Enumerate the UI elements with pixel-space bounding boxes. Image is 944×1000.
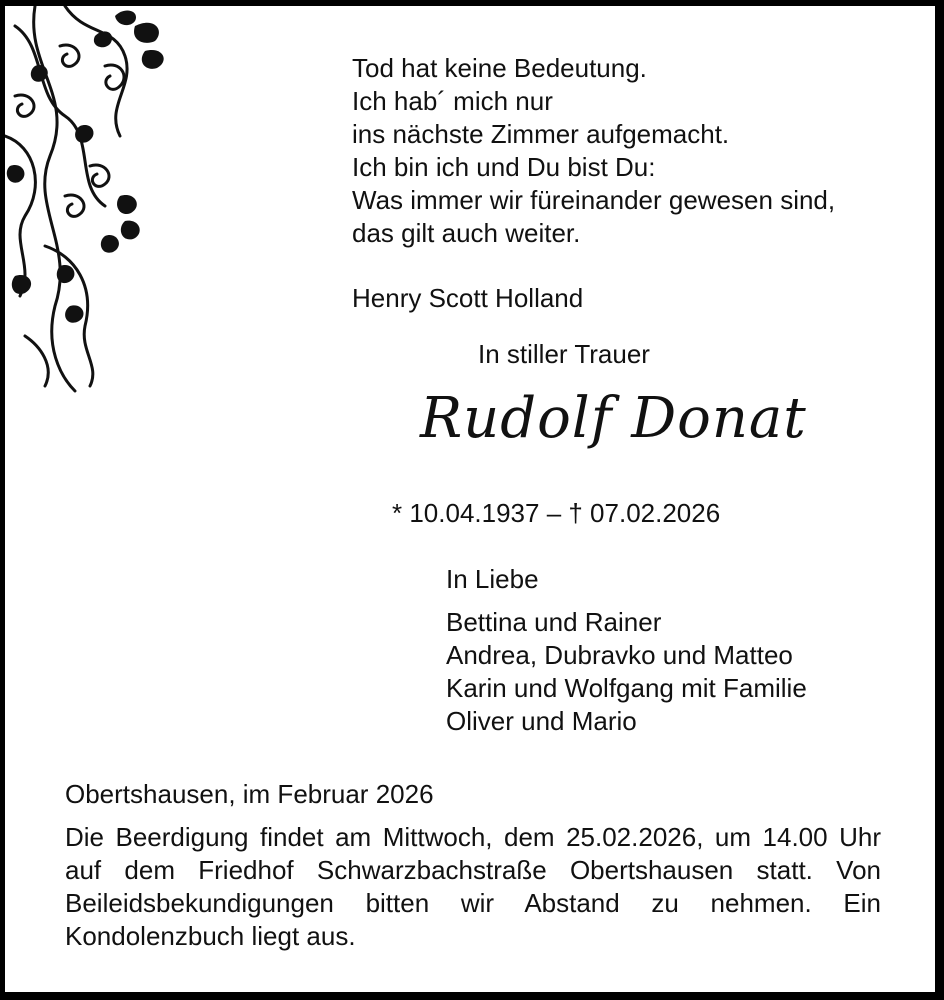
mourner-entry: Bettina und Rainer: [446, 607, 662, 637]
place-date: Obertshausen, im Februar 2026: [65, 779, 434, 809]
mourning-heading: In stiller Trauer: [478, 339, 650, 369]
obituary-notice: [5, 6, 935, 992]
life-dates: * 10.04.1937 – † 07.02.2026: [392, 498, 721, 528]
mourners-list: [446, 606, 807, 738]
funeral-notice: Die Beerdigung findet am Mittwoch, dem 25.02.2026, um 14.00 Uhr auf dem Friedhof Schwarzbachstraße Obertshausen statt. Von Beileidsbekundigungen bitten wir Abstand zu nehmen. Ein Kondolenzbuch liegt aus.: [65, 822, 881, 951]
poem-line: Ich bin ich und Du bist Du:: [352, 152, 656, 182]
poem-author: Henry Scott Holland: [352, 283, 584, 313]
poem-line: Tod hat keine Bedeutung.: [352, 53, 647, 83]
poem: [352, 52, 835, 250]
mourner-entry: Oliver und Mario: [446, 706, 637, 736]
floral-ornament-icon: [5, 6, 175, 396]
love-line: In Liebe: [446, 564, 539, 594]
poem-line: das gilt auch weiter.: [352, 218, 581, 248]
poem-line: Ich hab´ mich nur: [352, 86, 553, 116]
poem-line: Was immer wir füreinander gewesen sind,: [352, 185, 836, 215]
deceased-name: Rudolf Donat: [420, 386, 807, 451]
mourner-entry: Andrea, Dubravko und Matteo: [446, 640, 793, 670]
poem-line: ins nächste Zimmer aufgemacht.: [352, 119, 730, 149]
mourner-entry: Karin und Wolfgang mit Familie: [446, 673, 807, 703]
